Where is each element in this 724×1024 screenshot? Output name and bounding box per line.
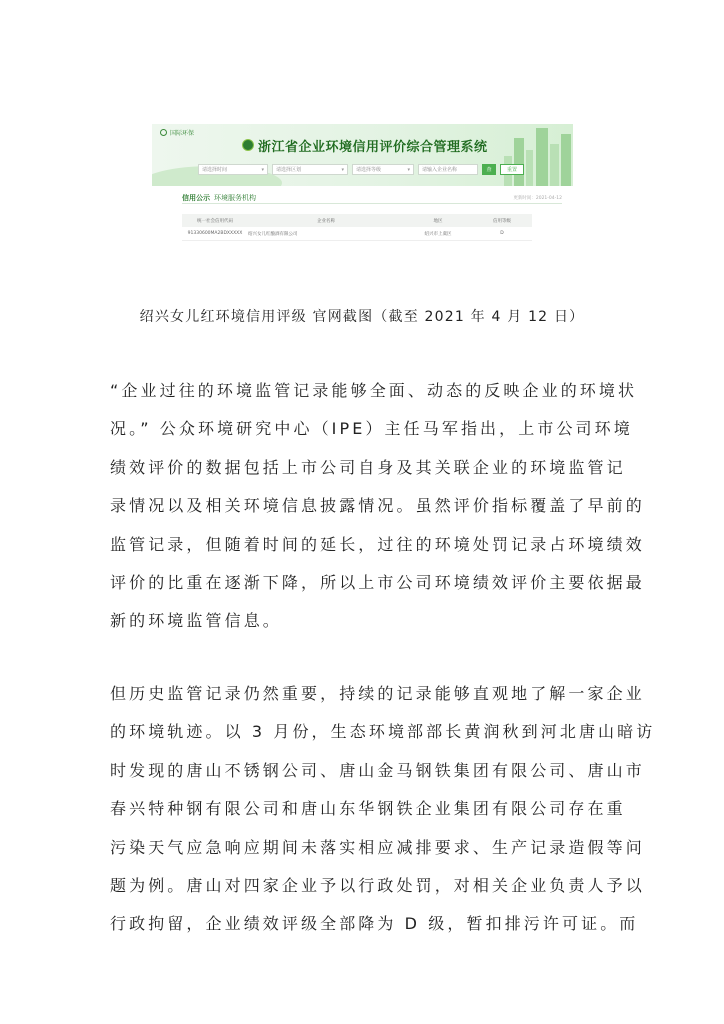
table-row[interactable] — [182, 227, 532, 241]
tab-credit-disclosure[interactable]: 信用公示 — [182, 193, 210, 202]
text-line: 评价的比重在逐渐下降，所以上市公司环境绩效评价主要依据最 — [110, 572, 645, 592]
table-header-row — [182, 214, 532, 227]
building-decoration — [526, 150, 533, 186]
text-line: 行政拘留，企业绩效评级全部降为 D 级，暂扣排污许可证。而 — [110, 914, 639, 934]
search-button[interactable]: 查 — [482, 164, 496, 175]
company-search-placeholder: 请输入企业名称 — [422, 167, 458, 173]
search-bar — [198, 164, 524, 175]
tab-env-service[interactable]: 环境服务机构 — [214, 193, 256, 202]
table-cell: 91330600MA2BDXXXXX — [182, 227, 248, 241]
figure-caption: 绍兴女儿红环境信用评级 官网截图（截至 2021 年 4 月 12 日） — [139, 309, 585, 325]
building-decoration — [561, 134, 571, 186]
chevron-down-icon: ▾ — [261, 166, 264, 173]
building-decoration — [514, 138, 524, 186]
emblem-icon — [242, 139, 254, 151]
text-line: 污染天气应急响应期间未落实相应减排要求、生产记录造假等问 — [110, 837, 645, 857]
paragraph — [110, 675, 656, 944]
grade-select-label: 请选择等级 — [356, 167, 382, 173]
site-banner — [152, 124, 573, 186]
logo-text: 国际环保 — [170, 129, 195, 137]
logo-icon — [160, 129, 167, 136]
text-line: 题为例。唐山对四家企业予以行政处罚，对相关企业负责人予以 — [110, 875, 645, 895]
chevron-down-icon: ▾ — [407, 166, 410, 173]
table-cell: 绍兴市上虞区 — [404, 227, 472, 241]
text-line: 时发现的唐山不锈钢公司、唐山金马钢铁集团有限公司、唐山市 — [110, 760, 645, 780]
company-search-input[interactable] — [418, 164, 478, 175]
site-title-text: 浙江省企业环境信用评价综合管理系统 — [258, 139, 488, 155]
breadcrumb — [182, 192, 562, 204]
embedded-screenshot — [152, 124, 573, 242]
text-line: 况。” 公众环境研究中心（IPE）主任马军指出，上市公司环境 — [110, 419, 633, 439]
text-line: 绩效评价的数据包括上市公司自身及其关联企业的环境监管记 — [110, 457, 626, 477]
text-line: 监管记录，但随着时间的延长，过往的环境处罚记录占环境绩效 — [110, 534, 645, 554]
text-line: 录情况以及相关环境信息披露情况。虽然评价指标覆盖了早前的 — [110, 496, 645, 516]
grade-select[interactable] — [352, 164, 414, 175]
paragraph — [110, 372, 645, 641]
column-header: 信用等级 — [472, 214, 532, 227]
column-header: 统一社会信用代码 — [182, 214, 248, 227]
text-line: 新的环境监管信息。 — [110, 611, 282, 631]
chevron-down-icon: ▾ — [341, 166, 344, 173]
text-line: “企业过往的环境监管记录能够全面、动态的反映企业的环境状 — [110, 381, 638, 400]
column-header: 地区 — [404, 214, 472, 227]
credit-table — [182, 214, 532, 241]
reset-button[interactable]: 重置 — [500, 164, 524, 175]
update-time: 更新时间：2021-04-12 — [513, 195, 562, 201]
text-line: 但历史监管记录仍然重要，持续的记录能够直观地了解一家企业 — [110, 684, 645, 703]
time-select-label: 请选择时间 — [202, 167, 228, 173]
building-decoration — [536, 128, 548, 186]
building-decoration — [550, 144, 559, 186]
site-logo[interactable] — [160, 127, 194, 137]
table-cell: D — [472, 227, 532, 241]
time-select[interactable] — [198, 164, 268, 175]
text-line: 春兴特种钢有限公司和唐山东华钢铁企业集团有限公司存在重 — [110, 799, 626, 819]
region-select-label: 请选择区划 — [276, 167, 302, 173]
table-cell: 绍兴女儿红酿酒有限公司 — [248, 227, 404, 241]
text-line: 的环境轨迹。以 3 月份，生态环境部部长黄润秋到河北唐山暗访 — [110, 722, 656, 742]
region-select[interactable] — [272, 164, 348, 175]
column-header: 企业名称 — [248, 214, 404, 227]
site-title — [242, 136, 488, 154]
